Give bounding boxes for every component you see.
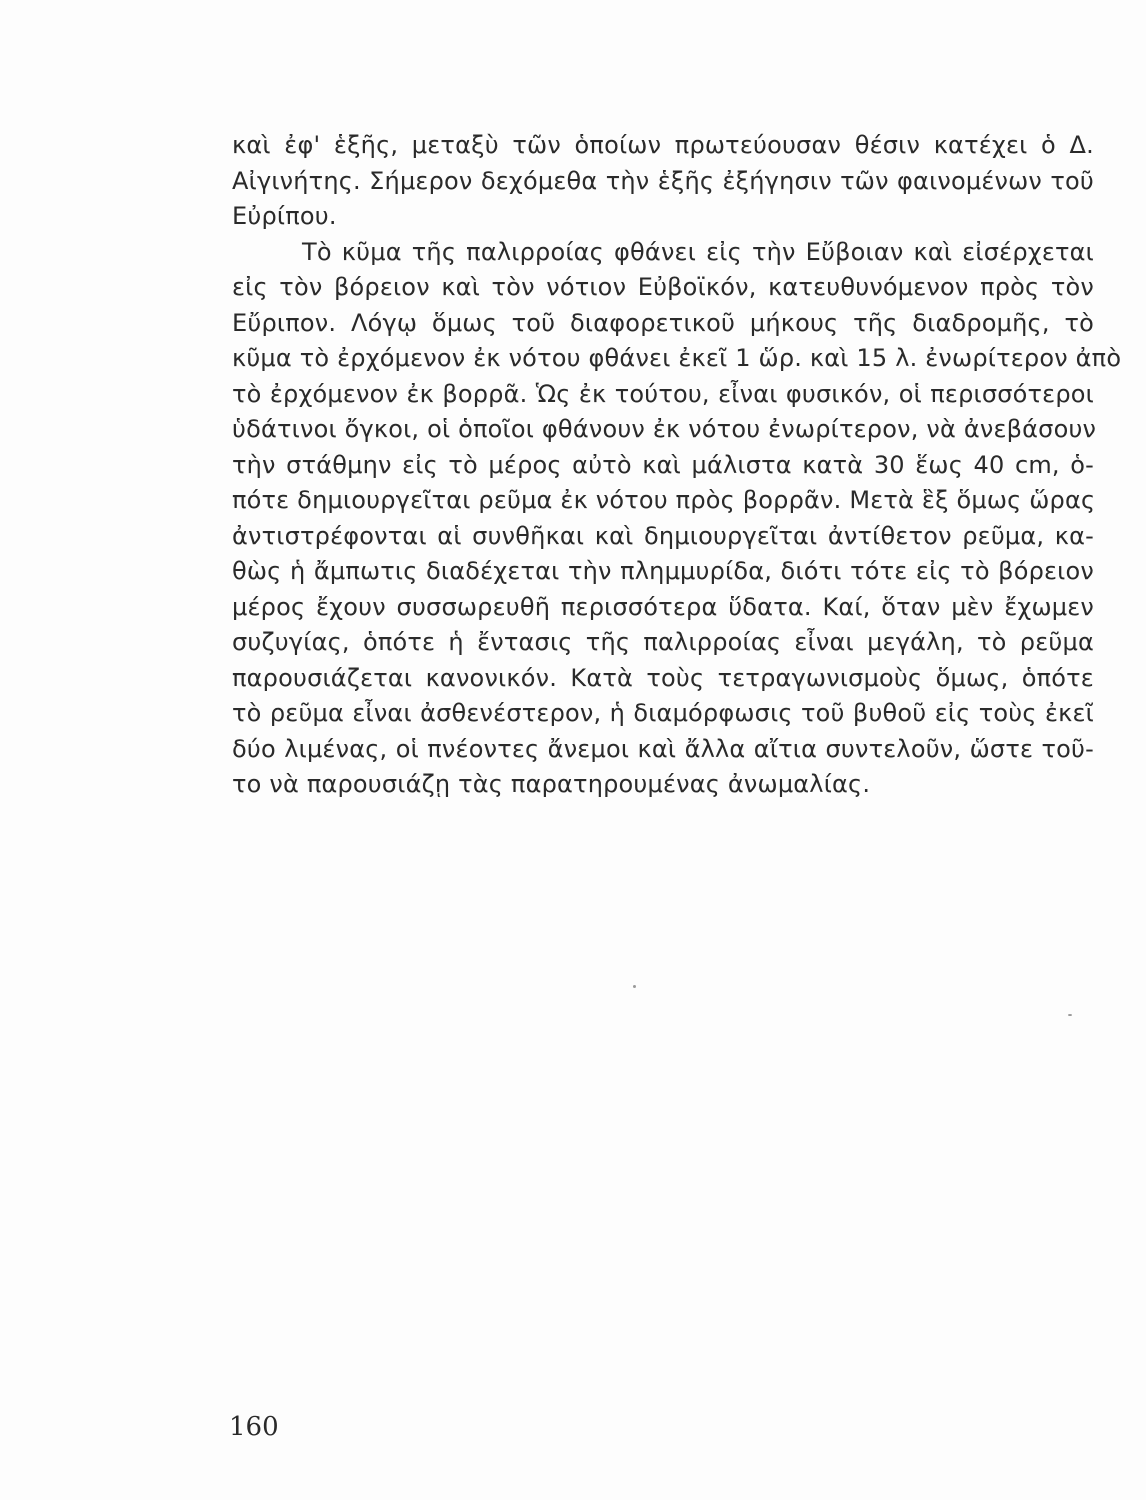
text-line: τὴν στάθμην εἰς τὸ μέρος αὐτὸ καὶ μάλιστα κατὰ 30 ἕως 40 cm, ὁ- bbox=[232, 450, 1094, 479]
text-line: Τὸ κῦμα τῆς παλιρροίας φθάνει εἰς τὴν Εὔβοιαν καὶ εἰσέρχεται bbox=[302, 237, 1094, 266]
text-line: Εὔριπον. Λόγῳ ὅμως τοῦ διαφορετικοῦ μήκους τῆς διαδρομῆς, τὸ bbox=[232, 308, 1094, 337]
text-line: ἀντιστρέφονται αἱ συνθῆκαι καὶ δημιουργεῖται ἀντίθετον ρεῦμα, κα- bbox=[232, 521, 1094, 550]
body-text bbox=[232, 128, 1122, 803]
text-line: συζυγίας, ὁπότε ἡ ἔντασις τῆς παλιρροίας εἶναι μεγάλη, τὸ ρεῦμα bbox=[232, 628, 1094, 656]
text-line: Αἰγινήτης. Σήμερον δεχόμεθα τὴν ἑξῆς ἐξήγησιν τῶν φαινομένων τοῦ bbox=[232, 166, 1094, 195]
text-line: παρουσιάζεται κανονικόν. Κατὰ τοὺς τετραγωνισμοὺς ὅμως, ὁπότε bbox=[232, 663, 1094, 692]
text-line: θὼς ἡ ἄμπωτις διαδέχεται τὴν πλημμυρίδα, διότι τότε εἰς τὸ βόρειον bbox=[232, 557, 1094, 585]
text-line: εἰς τὸν βόρειον καὶ τὸν νότιον Εὐβοϊκόν, κατευθυνόμενον πρὸς τὸν bbox=[232, 273, 1094, 301]
text-line: ὑδάτινοι ὄγκοι, οἱ ὁποῖοι φθάνουν ἐκ νότου ἐνωρίτερον, νὰ ἀνεβάσουν bbox=[232, 415, 1097, 443]
scan-speck bbox=[1068, 1014, 1072, 1016]
text-line: τὸ ἐρχόμενον ἐκ βορρᾶ. Ὡς ἐκ τούτου, εἶναι φυσικόν, οἱ περισσότεροι bbox=[232, 379, 1094, 408]
text-line: πότε δημιουργεῖται ρεῦμα ἐκ νότου πρὸς βορρᾶν. Μετὰ ἓξ ὅμως ὥρας bbox=[232, 486, 1096, 514]
text-line: δύο λιμένας, οἱ πνέοντες ἄνεμοι καὶ ἄλλα αἴτια συντελοῦν, ὥστε τοῦ- bbox=[232, 734, 1094, 763]
scan-speck bbox=[633, 985, 636, 988]
page-number: 160 bbox=[229, 1412, 279, 1442]
text-line: καὶ ἐφ' ἑξῆς, μεταξὺ τῶν ὁποίων πρωτεύουσαν θέσιν κατέχει ὁ Δ. bbox=[232, 131, 1094, 159]
text-line: κῦμα τὸ ἐρχόμενον ἐκ νότου φθάνει ἐκεῖ 1 ὥρ. καὶ 15 λ. ἐνωρίτερον ἀπὸ bbox=[232, 344, 1122, 372]
text-line: τὸ ρεῦμα εἶναι ἀσθενέστερον, ἡ διαμόρφωσις τοῦ βυθοῦ εἰς τοὺς ἐκεῖ bbox=[232, 699, 1094, 727]
text-line: Εὐρίπου. bbox=[232, 202, 337, 230]
text-line: το νὰ παρουσιάζῃ τὰς παρατηρουμένας ἀνωμαλίας. bbox=[232, 770, 871, 798]
text-line: μέρος ἔχουν συσσωρευθῆ περισσότερα ὕδατα. Καί, ὅταν μὲν ἔχωμεν bbox=[232, 592, 1094, 621]
